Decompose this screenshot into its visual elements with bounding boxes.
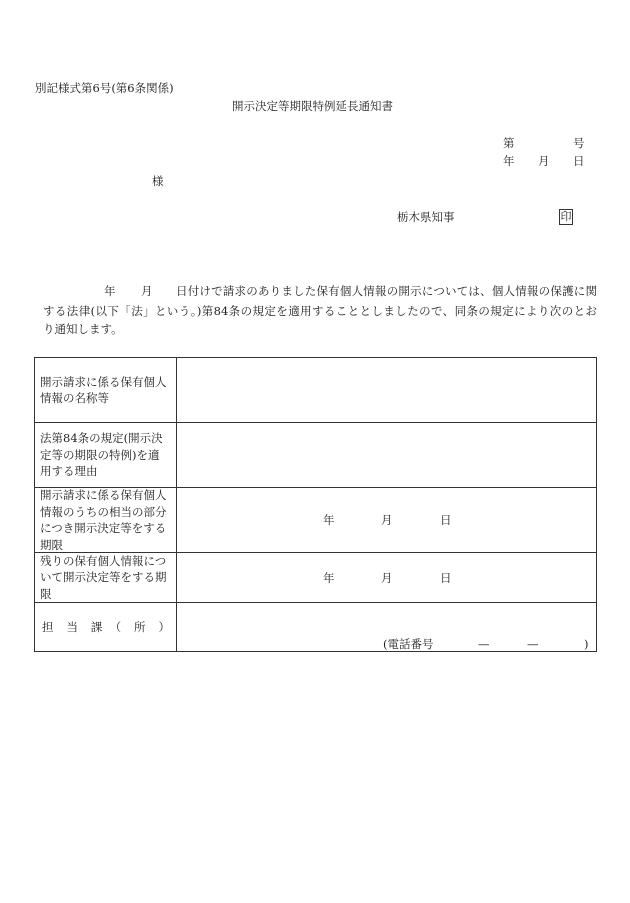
row-label-line: 残りの保有個人情報につ xyxy=(40,553,167,568)
notice-details-table xyxy=(34,357,597,652)
table-row-remaining-deadline xyxy=(35,552,596,602)
row-label-line: 期限 xyxy=(40,537,63,552)
date-year: 年 xyxy=(323,513,335,527)
phone-dash: — xyxy=(478,637,490,651)
body-date-year: 年 xyxy=(104,284,116,298)
doc-date-year: 年 xyxy=(503,154,515,168)
body-line-2: する法律(以下「法」という。)第84条の規定を適用することとしましたので、同条の規定により次のとお xyxy=(43,304,597,318)
form-number: 別記様式第6号(第6条関係) xyxy=(35,81,174,95)
table-row-item-name xyxy=(35,358,596,422)
row-label-line: 情報のうちの相当の部分 xyxy=(40,504,167,519)
row-value-cell xyxy=(177,603,596,651)
row-label xyxy=(35,603,177,651)
body-line-1: 日付けで請求のありました保有個人情報の開示については、個人情報の保護に関 xyxy=(176,284,597,298)
row-label xyxy=(35,488,177,552)
doc-date-month: 月 xyxy=(538,154,550,168)
sender-name: 栃木県知事 xyxy=(397,210,455,224)
row-value-cell xyxy=(177,423,596,487)
date-day: 日 xyxy=(440,570,452,585)
doc-date-day: 日 xyxy=(573,154,585,168)
row-label-line: 限 xyxy=(40,586,52,601)
phone-dash: — xyxy=(527,637,539,651)
row-value-cell xyxy=(177,488,596,552)
doc-number-suffix: 号 xyxy=(573,136,585,150)
row-value-cell xyxy=(177,553,596,602)
body-line-3: り通知します。 xyxy=(43,322,123,336)
table-row-reason xyxy=(35,422,596,487)
date-month: 月 xyxy=(381,513,393,527)
row-label-line: 情報の名称等 xyxy=(40,391,109,405)
row-label-line: いて開示決定等をする期 xyxy=(40,570,167,585)
row-label xyxy=(35,423,177,487)
row-label-line: 用する理由 xyxy=(40,464,98,479)
row-label-line: 法第84条の規定(開示決 xyxy=(40,431,163,446)
row-label xyxy=(35,358,177,422)
addressee-suffix: 様 xyxy=(152,174,164,188)
date-year: 年 xyxy=(323,570,335,585)
table-row-partial-deadline xyxy=(35,487,596,552)
date-month: 月 xyxy=(381,570,393,585)
table-row-department xyxy=(35,602,596,651)
phone-close: ) xyxy=(584,637,589,651)
document-title: 開示決定等期限特例延長通知書 xyxy=(232,99,393,113)
row-label-line: につき開示決定等をする xyxy=(40,521,167,535)
row-label xyxy=(35,553,177,602)
date-day: 日 xyxy=(440,513,452,527)
doc-number-prefix: 第 xyxy=(503,136,515,150)
department-label: 担 当 課 （ 所 ） xyxy=(42,619,170,634)
row-label-line: 定等の期限の特例)を適 xyxy=(40,447,160,462)
row-label-line: 開示請求に係る保有個人 xyxy=(40,488,167,502)
phone-label: (電話番号 xyxy=(383,637,434,651)
row-value-cell xyxy=(177,358,596,422)
body-date-month: 月 xyxy=(141,284,153,298)
row-label-line: 開示請求に係る保有個人 xyxy=(40,374,167,389)
seal-mark: 印 xyxy=(560,210,572,223)
